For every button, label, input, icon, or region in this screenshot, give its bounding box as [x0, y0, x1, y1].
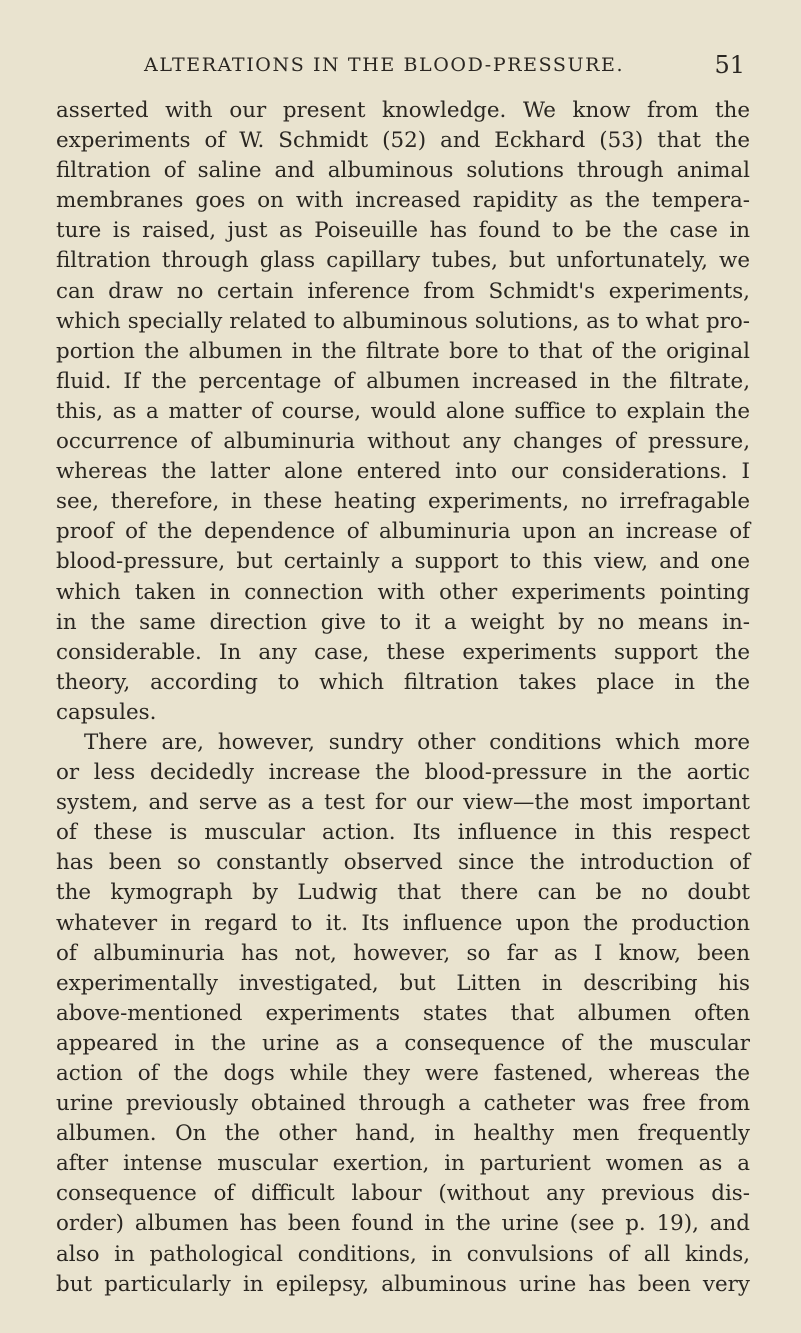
running-head — [56, 51, 749, 82]
text-line: or less decidedly increase the blood-pressure in the aortic — [56, 760, 750, 786]
text-line: proof of the dependence of albuminuria upon an increase of — [56, 519, 750, 545]
text-line: above-mentioned experiments states that albumen often — [56, 1000, 750, 1026]
text-line: this, as a matter of course, would alone suffice to explain the — [56, 398, 750, 424]
text-line: action of the dogs while they were fastened, whereas the — [56, 1061, 750, 1086]
text-line: ture is raised, just as Poiseuille has found to be the case in — [56, 218, 750, 244]
text-line: has been so constantly observed since the introduction of — [56, 850, 750, 876]
text-line: in the same direction give to it a weight by no means in- — [56, 609, 750, 635]
text-line: whatever in regard to it. Its influence upon the production — [56, 910, 750, 936]
text-line: portion the albumen in the filtrate bore to that of the original — [56, 338, 750, 364]
text-line: appeared in the urine as a consequence of the muscular — [56, 1030, 750, 1056]
page-number: 51 — [714, 51, 745, 79]
paragraph-end-line: capsules. — [56, 699, 157, 725]
text-line: see, therefore, in these heating experiments, no irrefragable — [56, 489, 750, 515]
text-line: after intense muscular exertion, in parturient women as a — [56, 1151, 750, 1177]
text-line: experimentally investigated, but Litten in describing his — [56, 970, 750, 996]
text-line: which specially related to albuminous solutions, as to what pro- — [56, 308, 750, 334]
text-line: blood-pressure, but certainly a support to this view, and one — [56, 549, 750, 575]
paragraph-start-line: There are, however, sundry other conditions which more — [84, 729, 750, 755]
text-line: occurrence of albuminuria without any changes of pressure, — [56, 429, 750, 455]
running-title: ALTERATIONS IN THE BLOOD-PRESSURE. — [144, 54, 625, 76]
text-line: whereas the latter alone entered into our considerations. I — [56, 459, 750, 485]
body-text — [56, 96, 750, 1300]
text-line: filtration of saline and albuminous solutions through animal — [56, 158, 750, 184]
text-line: system, and serve as a test for our view—the most important — [56, 790, 750, 816]
text-line: asserted with our present knowledge. We know from the — [56, 98, 750, 123]
text-line: which taken in connection with other experiments pointing — [56, 579, 750, 605]
text-line: albumen. On the other hand, in healthy men frequently — [56, 1121, 750, 1147]
text-line: consequence of difficult labour (without any previous dis- — [56, 1181, 750, 1207]
text-line: also in pathological conditions, in convulsions of all kinds, — [56, 1241, 750, 1267]
text-line: considerable. In any case, these experiments support the — [56, 639, 750, 665]
text-line: order) albumen has been found in the urine (see p. 19), and — [56, 1211, 750, 1237]
text-line: membranes goes on with increased rapidity as the tempera- — [56, 188, 750, 214]
text-line: urine previously obtained through a catheter was free from — [56, 1091, 750, 1117]
text-line: experiments of W. Schmidt (52) and Eckhard (53) that the — [56, 128, 750, 154]
text-line: can draw no certain inference from Schmidt's experiments, — [56, 278, 750, 304]
text-line: of these is muscular action. Its influence in this respect — [56, 820, 750, 846]
text-line: of albuminuria has not, however, so far as I know, been — [56, 940, 750, 966]
text-line: the kymograph by Ludwig that there can be no doubt — [56, 880, 750, 906]
text-line: fluid. If the percentage of albumen increased in the filtrate, — [56, 368, 750, 394]
text-line: but particularly in epilepsy, albuminous urine has been very — [56, 1271, 750, 1297]
text-line: theory, according to which filtration takes place in the — [56, 669, 750, 695]
text-line: filtration through glass capillary tubes, but unfortunately, we — [56, 248, 750, 274]
